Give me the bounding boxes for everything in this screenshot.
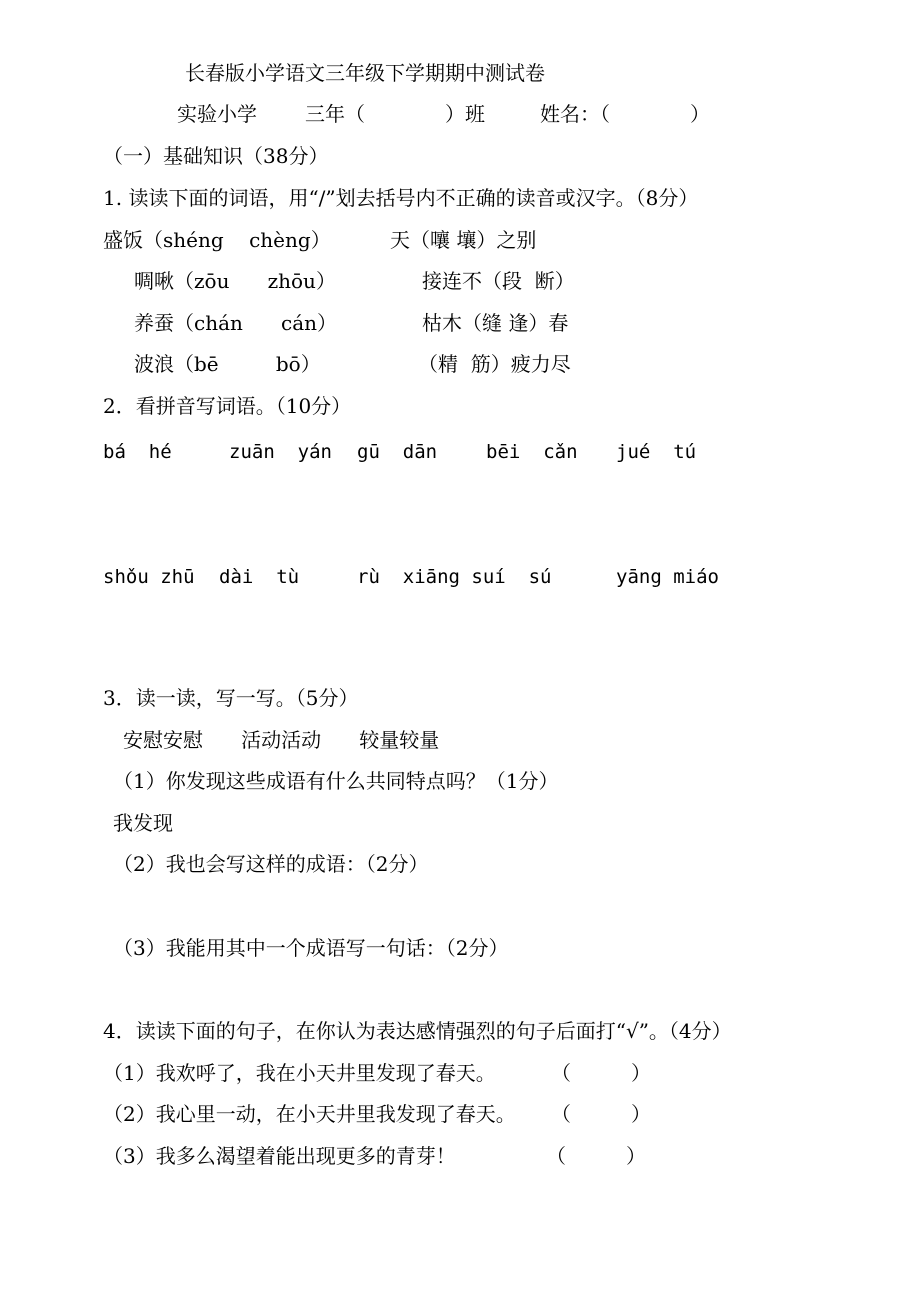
pinyin-word: shǒu zhū bbox=[103, 566, 195, 588]
q1-left-item: 养蚕（chán cán） bbox=[134, 311, 338, 335]
pinyin-word: jué tú bbox=[616, 441, 697, 463]
question-2-prompt: 2．看拼音写词语。（10分） bbox=[103, 394, 352, 418]
question-4-prompt: 4．读读下面的句子，在你认为表达感情强烈的句子后面打“√”。（4分） bbox=[103, 1019, 732, 1043]
q3-idiom-list: 安慰安慰 活动活动 较量较量 bbox=[123, 728, 440, 752]
page-title: 长春版小学语文三年级下学期期中测试卷 bbox=[185, 61, 545, 85]
question-3-prompt: 3．读一读，写一写。（5分） bbox=[103, 686, 359, 710]
q3-sub-question: （1）你发现这些成语有什么共同特点吗？（1分） bbox=[113, 769, 559, 793]
q1-right-item: 枯木（缝 逢）春 bbox=[422, 311, 569, 335]
q3-answer-lead: 我发现 bbox=[113, 811, 173, 835]
q4-sentence: （2）我心里一动，在小天井里我发现了春天。 bbox=[103, 1102, 516, 1126]
q1-right-item: （精 筋）疲力尽 bbox=[418, 352, 571, 376]
q1-right-item: 天（嚷 壤）之别 bbox=[390, 228, 537, 252]
grade-class-field: 三年（ ）班 bbox=[305, 102, 485, 126]
q1-right-item: 接连不（段 断） bbox=[422, 269, 575, 293]
section-heading: （一）基础知识（38分） bbox=[103, 144, 329, 168]
pinyin-word: rù xiāng suí sú bbox=[357, 566, 552, 588]
pinyin-word: bēi cǎn bbox=[486, 441, 578, 463]
pinyin-word: gū dān bbox=[357, 441, 438, 463]
pinyin-word: dài tù bbox=[219, 566, 300, 588]
q4-sentence: （3）我多么渴望着能出现更多的青芽！ bbox=[103, 1144, 456, 1168]
q4-answer-bracket: （ ） bbox=[546, 1144, 646, 1168]
q4-answer-bracket: （ ） bbox=[551, 1061, 651, 1085]
q1-left-item: 啁啾（zōu zhōu） bbox=[134, 269, 336, 293]
q4-sentence: （1）我欢呼了，我在小天井里发现了春天。 bbox=[103, 1061, 496, 1085]
school-name: 实验小学 bbox=[177, 102, 257, 126]
student-name-field: 姓名：（ ） bbox=[540, 102, 710, 126]
q4-answer-bracket: （ ） bbox=[551, 1102, 651, 1126]
q3-sub-question: （3）我能用其中一个成语写一句话：（2分） bbox=[113, 936, 509, 960]
q1-left-item: 盛饭（shéng chèng） bbox=[103, 228, 331, 252]
q3-sub-question: （2）我也会写这样的成语：（2分） bbox=[113, 852, 429, 876]
pinyin-word: yāng miáo bbox=[616, 566, 719, 588]
q1-left-item: 波浪（bē bō） bbox=[134, 352, 321, 376]
question-1-prompt: 1. 读读下面的词语，用“/”划去括号内不正确的读音或汉字。（8分） bbox=[103, 186, 699, 210]
pinyin-word: bá hé bbox=[103, 441, 172, 463]
pinyin-word: zuān yán bbox=[229, 441, 332, 463]
